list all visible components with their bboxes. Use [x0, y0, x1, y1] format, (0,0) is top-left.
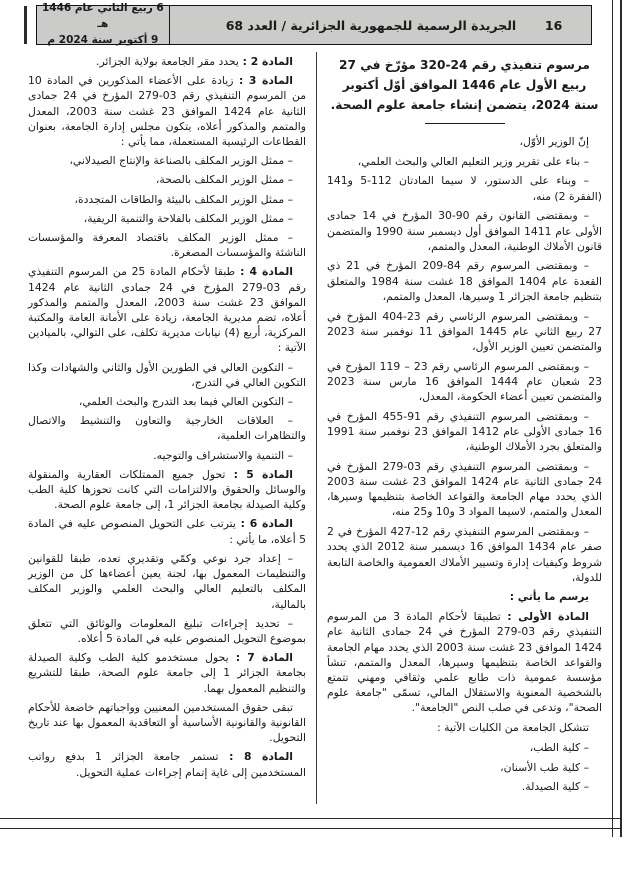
paragraph-text: – ممثل الوزير المكلف باقتصاد المعرفة والمؤسسات الناشئة والمؤسسات المصغرة.: [28, 231, 306, 260]
scan-edge-right: [612, 0, 622, 837]
decree-title: مرسوم تنفيذي رقم 24-320 مؤرّخ في 27 ربيع الأول عام 1446 الموافق أوّل أكتوبر سنة 2024، يتضمن إنشاء جامعة علوم الصحة.: [330, 58, 599, 112]
article-lead: المادة 4 :: [235, 265, 293, 279]
paragraph-text: – ممثل الوزير المكلف بالبيئة والطاقات المتجددة،: [74, 192, 293, 206]
paragraph-text: – كلية طب الأسنان،: [500, 760, 589, 774]
paragraph: [327, 359, 602, 405]
title-separator-rule: [425, 123, 505, 124]
list-item: [28, 360, 306, 390]
paragraph-text: طبقا لأحكام المادة 25 من المرسوم التنفيذي رقم 03-279 المؤرخ في 24 جمادى الثانية عام 1424 الموافق 23 غشت سنة 2003، المعدل والمتمم والمذكور أعلاه، تضم مديرية الجامعة، زيادة على الأمانة العامة والمكتبة المركزية، أربع (4) نيابات مديرية تكلف، على التوالي، بالميادين الآتية :: [28, 265, 307, 355]
header-date-hijri: 6 ربيع الثاني عام 1446 هـ: [41, 2, 164, 31]
list-item: [28, 192, 306, 207]
paragraph-text: تحول جميع الممتلكات العقارية والمنقولة والوسائل والحقوق والالتزامات التي كانت تحوزها كلية الطب وكلية الصيدلة بجامعة الجزائر 1، إلى جامعة علوم الصحة.: [28, 467, 306, 512]
paragraph: [327, 134, 602, 149]
article-lead: يرسم ما يأتي :: [509, 590, 589, 604]
article-lead: المادة 5 :: [225, 467, 293, 481]
scan-corner-tick: [24, 6, 27, 44]
paragraph-text: تبقى حقوق المستخدمين المعنيين وواجباتهم خاضعة للأحكام القانونية والقانونية الأساسية أو التعاقدية المعمول بها عند تاريخ التحويل.: [28, 700, 306, 745]
paragraph-text: – التكوين العالي في الطورين الأول والثاني والشهادات وكذا التكوين العالي في التدرج،: [28, 360, 306, 389]
paragraph-text: يحدد مقر الجامعة بولاية الجزائر.: [96, 55, 239, 68]
paragraph-text: تطبيقا لأحكام المادة 3 من المرسوم التنفيذي رقم 03-279 المؤرخ في 24 جمادى الثانية عام 1424 الموافق 23 غشت سنة 2003 الذي يحدد مهام الجامعة والقواعد الخاصة بتنظيمها وسيرها، المعدل والمتمم، تنشأ مؤسسة عمومية ذات طابع علمي وثقافي ومهني تتمتع بالشخصية المعنوية والاستقلال المالي، تسمّى "جامعة علوم الصحة"، وتدعى في صلب النص "الجامعة".: [327, 610, 602, 715]
paragraph: [327, 309, 602, 355]
paragraph: [327, 459, 602, 520]
paragraph-text: – وبمقتضى المرسوم رقم 84-209 المؤرخ في 21 ذي القعدة عام 1404 الموافق 18 غشت سنة 1984 والمتعلق بتنظيم جامعة الجزائر 1 وسيرها، المعدل والمتمم،: [327, 259, 602, 303]
article-lead: المادة 3 :: [233, 74, 293, 88]
article-6: [28, 516, 306, 546]
article-1: [327, 609, 602, 715]
header-page-number: 16: [544, 17, 563, 33]
paragraph-text: – التكوين العالي فيما بعد التدرج والبحث العلمي،: [78, 395, 293, 409]
list-item: [28, 394, 306, 409]
list-item: [327, 740, 602, 755]
paragraph: [327, 154, 602, 169]
list-item: [28, 448, 306, 463]
paragraph: [327, 720, 602, 735]
article-7: [28, 650, 306, 696]
article-3: [28, 73, 306, 149]
paragraph-text: – وبمقتضى المرسوم الرئاسي رقم 23 – 119 المؤرخ في 23 شعبان عام 1444 الموافق 16 مارس سنة 2023 والمتضمن تعيين أعضاء الحكومة، المعدل،: [327, 359, 603, 404]
paragraph-text: إنّ الوزير الأوّل،: [519, 135, 589, 148]
paragraph-text: تتشكل الجامعة من الكليات الآتية :: [437, 721, 589, 735]
article-lead: المادة 2 :: [238, 55, 293, 68]
enactment-formula: [327, 589, 602, 604]
gazette-title: الجريدة الرسمية للجمهورية الجزائرية / العدد 68: [225, 17, 517, 33]
paragraph: [327, 524, 602, 585]
paragraph-text: – ممثل الوزير المكلف بالصناعة والإنتاج الصيدلاني،: [69, 154, 293, 168]
article-lead: المادة 6 :: [235, 517, 293, 531]
paragraph-text: تستمر جامعة الجزائر 1 بدفع رواتب المستخدمين إلى غاية إتمام إجراءات عملية التحويل.: [28, 750, 306, 779]
list-item: [28, 153, 306, 168]
paragraph-text: – ممثل الوزير المكلف بالفلاحة والتنمية الريفية،: [83, 211, 293, 225]
paragraph-text: يترتب على التحويل المنصوص عليه في المادة 5 أعلاه، ما يأتي :: [28, 517, 306, 546]
paragraph-text: – وبمقتضى المرسوم الرئاسي رقم 23-404 المؤرخ في 27 ربيع الثاني عام 1445 الموافق 11 نوفمبر سنة 2023 والمتضمن تعيين الوزير الأول،: [327, 309, 602, 353]
page-header-bar: [36, 2, 592, 46]
list-item: [28, 230, 306, 260]
scan-edge-bottom: [0, 818, 622, 829]
list-item: [28, 616, 306, 646]
decree-first-column: [316, 52, 608, 804]
decree-second-column: [24, 52, 316, 804]
paragraph-text: – وبمقتضى المرسوم التنفيذي رقم 03-279 المؤرخ في 24 جمادى الثانية عام 1424 الموافق 23 غشت سنة 2003 الذي يحدد مهام الجامعة والقواعد الخاصة بتنظيمها وسيرها، المعدل والمتمم، لاسيما المواد 3 و10 و25 منه،: [327, 459, 602, 519]
paragraph-text: – بناء على تقرير وزير التعليم العالي والبحث العلمي،: [357, 154, 589, 168]
article-lead: المادة الأولى :: [500, 610, 589, 624]
paragraph-text: – وبناء على الدستور، لا سيما المادتان 112-5 و141 (الفقرة 2) منه،: [327, 174, 602, 203]
paragraph-text: – كلية الطب،: [529, 740, 589, 754]
paragraph-text: – وبمقتضى المرسوم التنفيذي رقم 12-427 المؤرخ في 2 صفر عام 1434 الموافق 16 ديسمبر سنة 2012 الذي يحدد شروط وكيفيات إدارة وتسيير الأملاك العمومية والخاصة التابعة للدولة،: [327, 525, 602, 584]
article-5: [28, 467, 306, 513]
header-date-gregorian: 9 أكتوبر سنة 2024 م: [47, 33, 159, 46]
paragraph: [327, 173, 602, 203]
article-4: [28, 264, 306, 355]
paragraph: [327, 258, 602, 304]
article-lead: المادة 7 :: [228, 651, 293, 665]
paragraph: [327, 409, 602, 455]
list-item: [327, 760, 602, 775]
paragraph: [327, 208, 602, 254]
paragraph: [28, 700, 306, 746]
list-item: [28, 551, 306, 612]
header-date-box: [37, 2, 170, 46]
paragraph-text: – التنمية والاستشراف والتوجيه.: [153, 448, 293, 462]
list-item: [28, 172, 306, 187]
paragraph-text: – وبمقتضى القانون رقم 90-30 المؤرخ في 14 جمادى الأولى عام 1411 الموافق أول ديسمبر سنة 1990 والمتضمن قانون الأملاك الوطنية، المعدل والمتمم،: [327, 209, 602, 253]
paragraph-text: يحول مستخدمو كلية الطب وكلية الصيدلة بجامعة الجزائر 1 إلى جامعة علوم الصحة، طبقا للتشريع والتنظيم المعمول بهما.: [28, 651, 306, 695]
article-2: [28, 54, 306, 69]
paragraph-text: – ممثل الوزير المكلف بالصحة،: [155, 173, 293, 187]
paragraph-text: – وبمقتضى المرسوم التنفيذي رقم 91-455 المؤرخ في 16 جمادى الأولى عام 1412 الموافق 23 نوفمبر سنة 1991 والمتعلق بجرد الأملاك الوطنية،: [327, 409, 602, 454]
paragraph-text: زيادة على الأعضاء المذكورين في المادة 10 من المرسوم التنفيذي رقم 03-279 المؤرخ في 24 جمادى الثانية عام 1424 الموافق 23 غشت سنة 2003، المعدل والمتمم والمذكور أعلاه، يتكون مجلس إدارة الجامعة، بعنوان القطاعات الرئيسية المستعملة، مما يأتي :: [28, 74, 307, 149]
list-item: [327, 779, 602, 794]
paragraph-text: – تحديد إجراءات تبليغ المعلومات والوثائق التي تتعلق بموضوع التحويل المنصوص عليه في المادة 5 أعلاه.: [28, 616, 306, 645]
article-8: [28, 749, 306, 779]
list-item: [28, 413, 306, 443]
paragraph-text: – كلية الصيدلة.: [521, 780, 589, 794]
paragraph-text: – العلاقات الخارجية والتعاون والتنشيط والاتصال والتظاهرات العلمية،: [28, 414, 306, 443]
article-lead: المادة 8 :: [218, 750, 293, 764]
content-columns: [24, 52, 608, 804]
paragraph-text: – إعداد جرد نوعي وكمّي وتقديري تعده، طبقا للقوانين والتنظيمات المعمول بها، لجنة يعين أعضاءها كل من الوزير المكلف بالتعليم العالي والبحث العلمي والوزير المكلف بالمالية،: [28, 551, 306, 611]
list-item: [28, 211, 306, 226]
